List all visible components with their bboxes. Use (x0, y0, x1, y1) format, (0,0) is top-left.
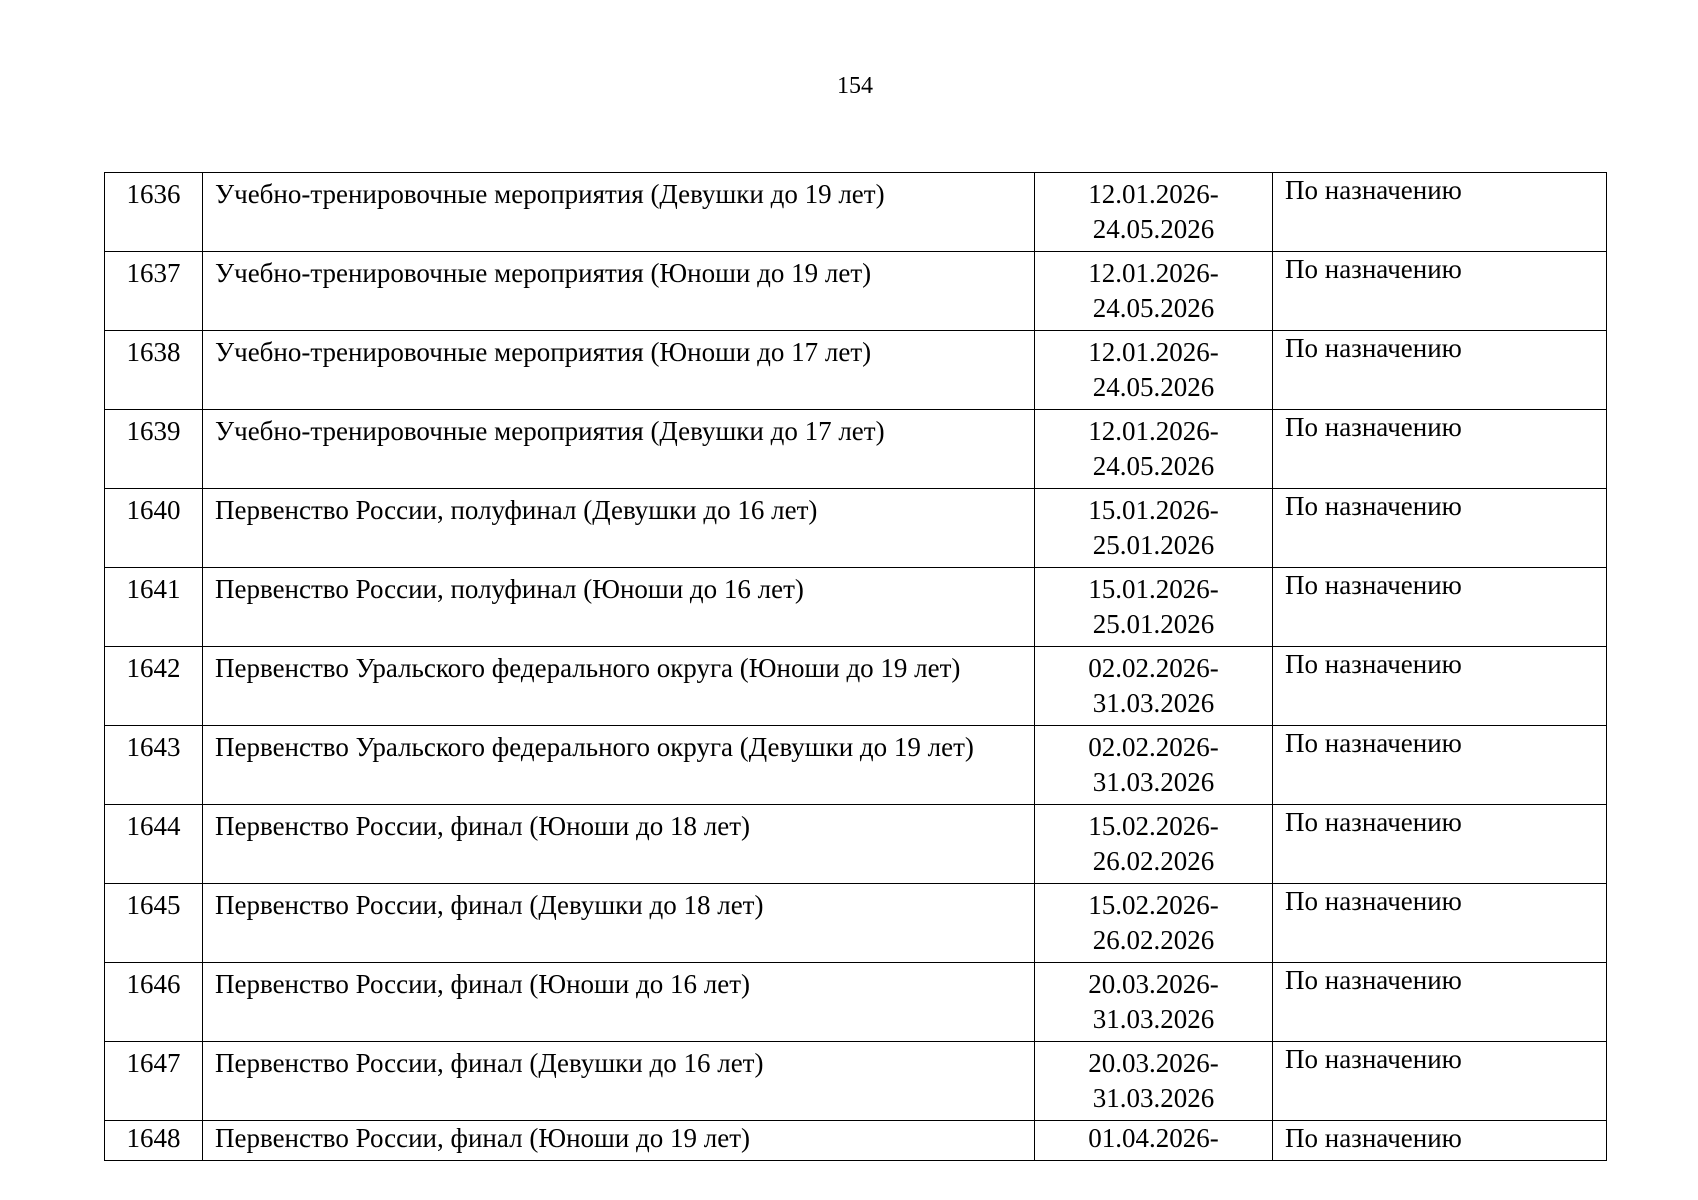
event-dates (1035, 1042, 1273, 1121)
event-place: По назначению (1273, 963, 1607, 1042)
event-dates (1035, 1121, 1273, 1161)
event-place: По назначению (1273, 331, 1607, 410)
event-end-date: 26.02.2026 (1092, 925, 1215, 955)
event-name: Первенство России, финал (Девушки до 16 лет) (203, 1042, 1035, 1121)
events-table-body (105, 173, 1607, 1161)
event-start-date: 15.02.2026- (1088, 811, 1219, 841)
event-end-date: 31.03.2026 (1092, 1083, 1215, 1113)
event-start-date: 01.04.2026- (1088, 1123, 1219, 1153)
event-dates (1035, 410, 1273, 489)
event-number: 1644 (105, 805, 203, 884)
event-start-date: 20.03.2026- (1088, 1048, 1219, 1078)
event-name: Первенство России, финал (Девушки до 18 лет) (203, 884, 1035, 963)
table-row (105, 331, 1607, 410)
event-place: По назначению (1273, 568, 1607, 647)
table-row (105, 1121, 1607, 1161)
event-number: 1643 (105, 726, 203, 805)
event-number: 1648 (105, 1121, 203, 1161)
event-dates (1035, 252, 1273, 331)
event-start-date: 12.01.2026- (1088, 179, 1219, 209)
event-dates (1035, 568, 1273, 647)
table-row (105, 173, 1607, 252)
event-name: Учебно-тренировочные мероприятия (Юноши до 19 лет) (203, 252, 1035, 331)
event-dates (1035, 647, 1273, 726)
event-number: 1640 (105, 489, 203, 568)
table-row (105, 252, 1607, 331)
event-name: Первенство России, полуфинал (Девушки до 16 лет) (203, 489, 1035, 568)
event-start-date: 20.03.2026- (1088, 969, 1219, 999)
event-start-date: 15.01.2026- (1088, 495, 1219, 525)
event-end-date: 31.03.2026 (1092, 688, 1215, 718)
event-start-date: 12.01.2026- (1088, 258, 1219, 288)
event-place: По назначению (1273, 805, 1607, 884)
event-start-date: 12.01.2026- (1088, 337, 1219, 367)
event-name: Учебно-тренировочные мероприятия (Девушки до 17 лет) (203, 410, 1035, 489)
event-end-date: 31.03.2026 (1092, 1004, 1215, 1034)
table-row (105, 647, 1607, 726)
event-end-date: 31.03.2026 (1092, 767, 1215, 797)
event-name: Первенство России, финал (Юноши до 19 лет) (203, 1121, 1035, 1161)
event-number: 1638 (105, 331, 203, 410)
event-dates (1035, 331, 1273, 410)
event-number: 1645 (105, 884, 203, 963)
event-place: По назначению (1273, 489, 1607, 568)
event-place: По назначению (1273, 173, 1607, 252)
event-end-date: 26.02.2026 (1092, 846, 1215, 876)
event-place: По назначению (1273, 726, 1607, 805)
events-table (104, 172, 1607, 1161)
event-place: По назначению (1273, 1121, 1607, 1161)
event-place: По назначению (1273, 252, 1607, 331)
table-row (105, 568, 1607, 647)
event-name: Учебно-тренировочные мероприятия (Девушки до 19 лет) (203, 173, 1035, 252)
table-row (105, 726, 1607, 805)
event-number: 1647 (105, 1042, 203, 1121)
event-place: По назначению (1273, 410, 1607, 489)
event-dates (1035, 173, 1273, 252)
event-number: 1646 (105, 963, 203, 1042)
event-name: Первенство России, полуфинал (Юноши до 16 лет) (203, 568, 1035, 647)
event-dates (1035, 963, 1273, 1042)
event-number: 1637 (105, 252, 203, 331)
event-dates (1035, 726, 1273, 805)
table-row (105, 805, 1607, 884)
event-end-date: 24.05.2026 (1092, 372, 1215, 402)
event-name: Первенство Уральского федерального округа (Девушки до 19 лет) (203, 726, 1035, 805)
event-start-date: 15.01.2026- (1088, 574, 1219, 604)
event-start-date: 02.02.2026- (1088, 653, 1219, 683)
event-end-date: 25.01.2026 (1092, 609, 1215, 639)
event-start-date: 02.02.2026- (1088, 732, 1219, 762)
event-number: 1641 (105, 568, 203, 647)
event-number: 1639 (105, 410, 203, 489)
event-end-date: 24.05.2026 (1092, 293, 1215, 323)
event-place: По назначению (1273, 647, 1607, 726)
event-dates (1035, 489, 1273, 568)
table-row (105, 963, 1607, 1042)
event-start-date: 15.02.2026- (1088, 890, 1219, 920)
table-row (105, 1042, 1607, 1121)
event-name: Первенство России, финал (Юноши до 16 лет) (203, 963, 1035, 1042)
event-start-date: 12.01.2026- (1088, 416, 1219, 446)
event-dates (1035, 805, 1273, 884)
event-end-date: 25.01.2026 (1092, 530, 1215, 560)
event-name: Первенство Уральского федерального округа (Юноши до 19 лет) (203, 647, 1035, 726)
event-name: Учебно-тренировочные мероприятия (Юноши до 17 лет) (203, 331, 1035, 410)
page-number: 154 (837, 73, 873, 99)
event-name: Первенство России, финал (Юноши до 18 лет) (203, 805, 1035, 884)
table-row (105, 489, 1607, 568)
event-place: По назначению (1273, 884, 1607, 963)
event-number: 1642 (105, 647, 203, 726)
event-end-date: 24.05.2026 (1092, 451, 1215, 481)
table-row (105, 884, 1607, 963)
table-row (105, 410, 1607, 489)
event-dates (1035, 884, 1273, 963)
event-place: По назначению (1273, 1042, 1607, 1121)
event-number: 1636 (105, 173, 203, 252)
event-end-date: 24.05.2026 (1092, 214, 1215, 244)
